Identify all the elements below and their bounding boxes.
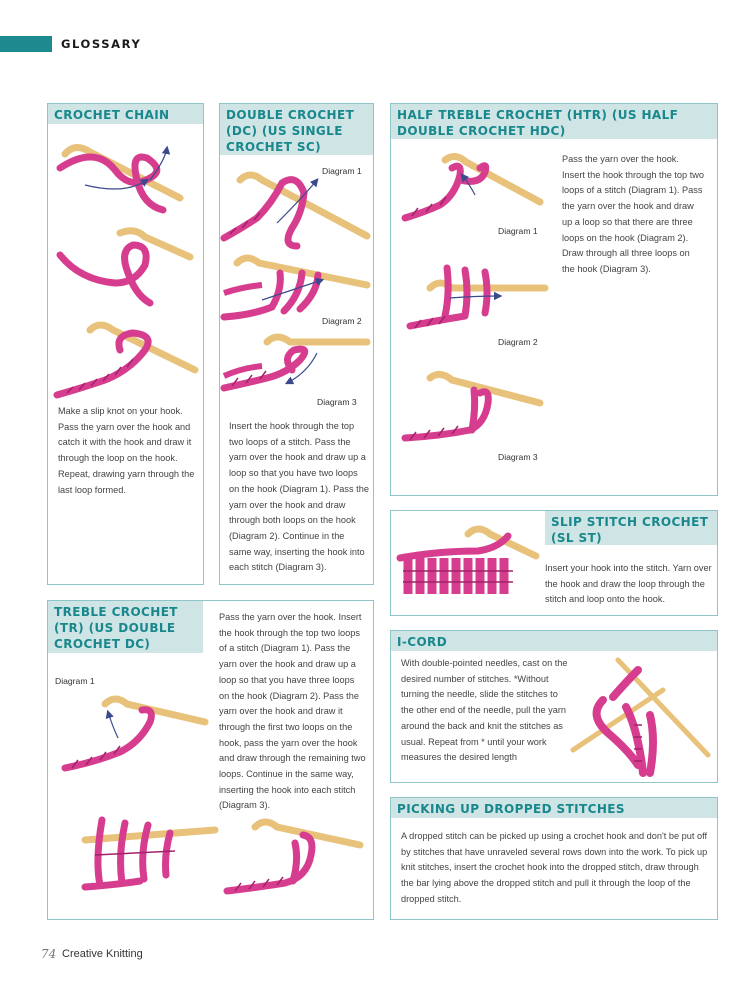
double-crochet-diagram-1-label: Diagram 1 [322,166,362,176]
dropped-stitches-body: A dropped stitch can be picked up using a crochet hook and don't be put off by stitches that have unraveled several rows down into the work. To pick up knit stitches, insert the crochet hook into the dropped stitch, draw through the bar lying above the dropped stitch and pull it through the loop of the dropped stitch. [401,831,708,904]
half-treble-diagram-1-label: Diagram 1 [498,226,538,236]
double-crochet-diagram-2 [222,245,372,325]
i-cord-body: With double-pointed needles, cast on the desired number of stitches. *Without turning the needle, slide the stitches to the other end of the needle, pull the yarn around the back and knit the stitches as usual. Repeat from * until your work measures the desired length [401,658,568,763]
half-treble-diagram-2-label: Diagram 2 [498,337,538,347]
chain-diagram-2 [55,225,195,305]
dropped-stitches-title: PICKING UP DROPPED STITCHES [391,798,717,818]
slip-stitch-body: Insert your hook into the stitch. Yarn over the hook and draw the loop through the stitch and loop onto the hook. [545,563,712,605]
i-cord-diagram [568,655,713,780]
section-label: GLOSSARY [61,37,142,51]
chain-diagram-1 [55,140,195,215]
treble-crochet-title: TREBLE CROCHET (TR) (US DOUBLE CROCHET DC) [48,601,203,653]
treble-crochet-diagram-1-label: Diagram 1 [55,676,95,686]
half-treble-body: Pass the yarn over the hook. Insert the hook through the top two loops of a stitch (Diagram 1). Pass the yarn over the hook and draw up a loop so that there are three loops on the hook (Diagram 2). Draw through all three loops on the hook (Diagram 3). [562,154,704,274]
treble-crochet-diagram-3 [225,815,365,897]
treble-crochet-body: Pass the yarn over the hook. Insert the hook through the top two loops of a stitch (Diagram 1). Pass the yarn over the hook and draw up a loop so that you have three loops on the hook (Diagram 2). Pass the yarn over the hook and draw it through the first two loops on the hook, pass the yarn over the hook and draw through the remaining two loops. Continue in the same way, inserting the hook into each stitch (Diagram 3). [219,612,366,811]
half-treble-diagram-1 [400,150,550,230]
crochet-chain-body: Make a slip knot on your hook. Pass the yarn over the hook and catch it with the hook and draw it through the loop on the hook. Repeat, drawing yarn through the last loop formed. [58,406,195,495]
slip-stitch-diagram [398,516,538,596]
section-tab-marker [0,36,52,52]
i-cord-title: I-CORD [391,631,717,651]
double-crochet-diagram-2-label: Diagram 2 [322,316,362,326]
slip-stitch-title: SLIP STITCH CROCHET (SL ST) [545,511,717,545]
half-treble-title: HALF TREBLE CROCHET (HTR) (US HALF DOUBLE CROCHET HDC) [391,104,717,139]
double-crochet-diagram-3 [222,328,372,398]
publication-name: Creative Knitting [62,948,143,960]
treble-crochet-diagram-2 [80,815,220,895]
half-treble-diagram-3-label: Diagram 3 [498,452,538,462]
half-treble-diagram-2 [405,258,550,338]
double-crochet-diagram-1 [222,168,372,248]
double-crochet-title: DOUBLE CROCHET (DC) (US SINGLE CROCHET SC) [220,104,373,155]
chain-diagram-3 [55,315,195,400]
half-treble-diagram-3 [400,368,550,453]
page-number: 74 [41,947,57,961]
double-crochet-body: Insert the hook through the top two loops of a stitch. Pass the yarn over the hook and draw up a loop so that you have two loops on the hook (Diagram 1). Pass the yarn over the hook and draw through both loops on the hook (Diagram 2). Continue in the same way, inserting the hook into each stitch (Diagram 3). [229,421,369,573]
treble-crochet-diagram-1 [60,690,210,775]
double-crochet-diagram-3-label: Diagram 3 [317,397,357,407]
crochet-chain-title: CROCHET CHAIN [48,104,203,124]
